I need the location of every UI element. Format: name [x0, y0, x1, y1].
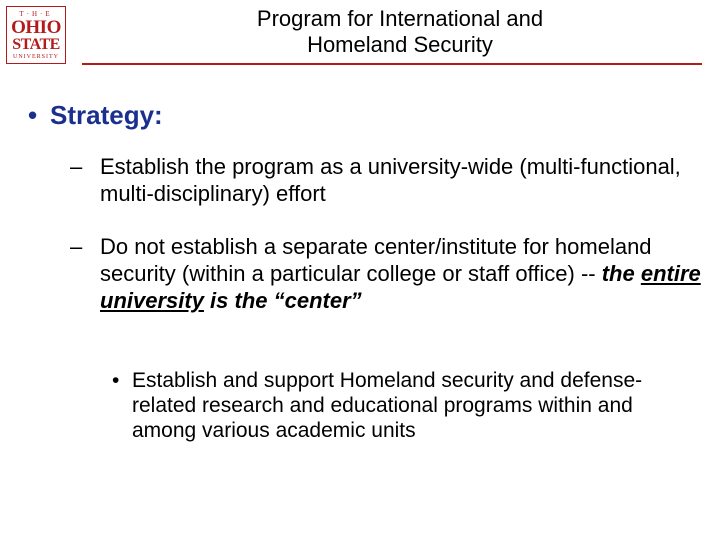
slide-title-line1: Program for International and [256, 6, 544, 31]
emph-rest: is the “center” [203, 288, 362, 313]
title-divider [82, 63, 702, 65]
sub-item-2 [70, 233, 710, 314]
slide-title-line2: Homeland Security [307, 32, 493, 57]
sub-item-2-text [70, 233, 710, 314]
sub-sub-item-text: Establish and support Homeland security and defense-related research and educational programs within and among various academic units [132, 369, 643, 442]
strategy-bullet [28, 100, 163, 131]
sub-item-1-text: Establish the program as a university-wide (multi-functional, multi-disciplinary) effort [100, 154, 681, 206]
logo-the: T·H·E [19, 9, 53, 18]
sub-item-2-plain: Do not establish a separate center/institute for homeland security (within a particular college or staff office) -- [100, 234, 652, 286]
logo-university: UNIVERSITY [13, 53, 59, 60]
dash-marker: – [70, 154, 83, 179]
emph-entire: entire [640, 261, 701, 286]
emph-the: the [601, 261, 641, 286]
sub-sub-item [112, 368, 692, 443]
logo-ohio: OHIO [11, 16, 61, 38]
slide-title [150, 6, 650, 58]
logo-state: STATE [12, 35, 60, 53]
dash-marker: – [70, 234, 83, 259]
emph-university: university [100, 288, 204, 313]
ohio-state-logo [6, 6, 66, 64]
sub-bullet-marker: • [112, 369, 120, 392]
bullet-marker: • [28, 100, 38, 130]
strategy-heading: Strategy: [50, 100, 163, 130]
sub-item-1 [70, 153, 710, 207]
